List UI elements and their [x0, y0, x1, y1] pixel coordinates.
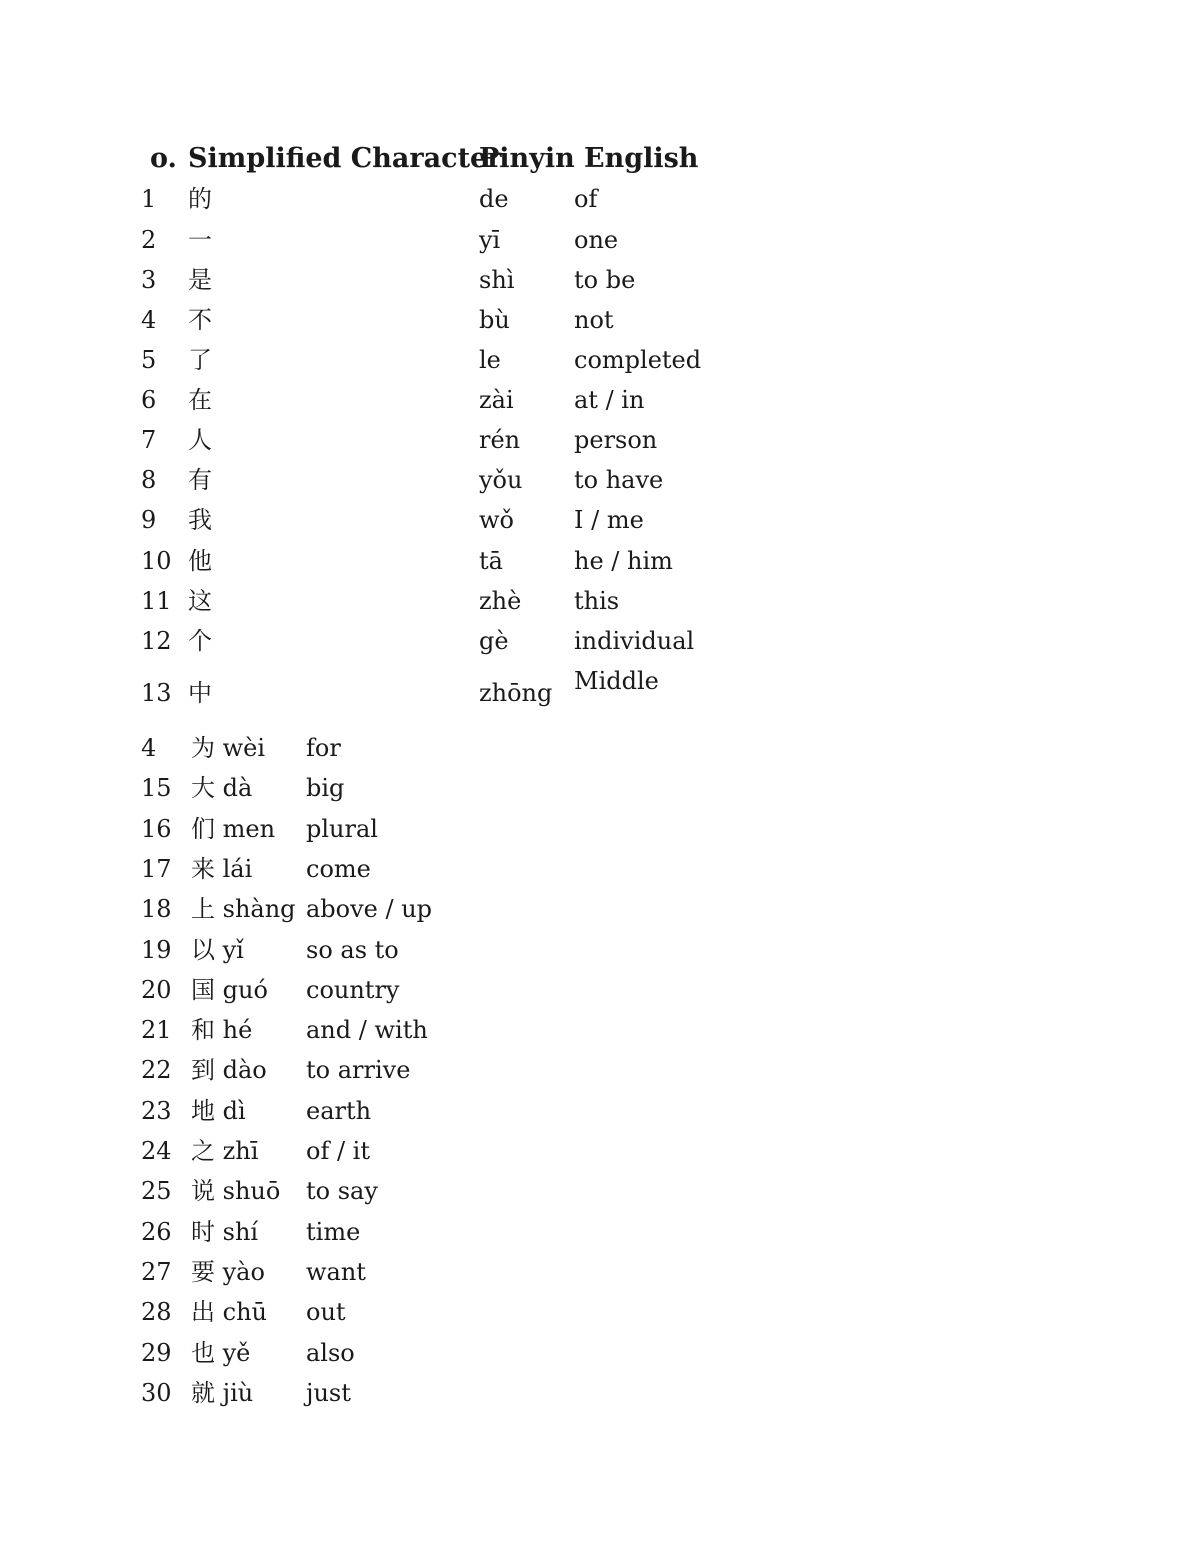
header-no: o. [150, 143, 177, 174]
english: at / in [574, 386, 645, 414]
pinyin: zhōng [479, 679, 553, 707]
character: 中 [188, 679, 212, 707]
row-number: 17 [141, 854, 172, 883]
table-row [0, 585, 1200, 617]
character: 个 [188, 627, 212, 655]
row-number: 19 [141, 935, 172, 964]
row-number: 4 [141, 306, 157, 334]
character-pinyin: 大 dà [191, 774, 253, 803]
character-pinyin: 就 jiù [191, 1378, 254, 1407]
character-pinyin: 时 shí [191, 1217, 259, 1246]
table-row [0, 1296, 1200, 1328]
english: I / me [574, 506, 644, 534]
english: individual [574, 627, 695, 655]
table-row [0, 1014, 1200, 1046]
pinyin: zhè [479, 587, 522, 615]
english: to arrive [306, 1056, 411, 1085]
row-number: 20 [141, 975, 172, 1004]
english: earth [306, 1096, 372, 1125]
pinyin: shì [479, 266, 515, 294]
character: 人 [188, 426, 212, 454]
character: 在 [188, 386, 212, 414]
row-number: 30 [141, 1378, 172, 1407]
character-pinyin: 为 wèi [191, 734, 266, 762]
table-row [0, 893, 1200, 925]
row-number: 29 [141, 1338, 172, 1367]
character-pinyin: 国 guó [191, 975, 268, 1004]
table-row [0, 1135, 1200, 1167]
english: above / up [306, 895, 433, 924]
character: 的 [188, 185, 212, 213]
row-number: 5 [141, 346, 157, 374]
english: also [306, 1338, 355, 1367]
table-row [0, 183, 1200, 215]
row-number: 25 [141, 1177, 172, 1206]
character-pinyin: 之 zhī [191, 1137, 259, 1165]
row-number: 16 [141, 814, 172, 843]
character: 不 [188, 306, 212, 334]
row-number: 24 [141, 1137, 172, 1165]
row-number: 1 [141, 185, 157, 213]
character: 我 [188, 506, 212, 534]
table-row [0, 665, 1200, 707]
english: want [306, 1257, 366, 1286]
english: not [574, 306, 614, 334]
character-pinyin: 来 lái [191, 854, 253, 883]
table-row [0, 1337, 1200, 1369]
english: out [306, 1298, 346, 1327]
table-row [0, 813, 1200, 845]
table-row [0, 1054, 1200, 1086]
character: 有 [188, 466, 212, 494]
character-pinyin: 说 shuō [191, 1177, 281, 1206]
table-row [0, 545, 1200, 577]
character: 是 [188, 266, 212, 294]
table-row [0, 384, 1200, 416]
english: country [306, 975, 400, 1004]
character-pinyin: 到 dào [191, 1056, 267, 1085]
table-row [0, 625, 1200, 657]
pinyin: de [479, 185, 509, 213]
character-pinyin: 们 men [191, 814, 276, 843]
row-number: 23 [141, 1096, 172, 1125]
english: he / him [574, 547, 673, 575]
row-number: 7 [141, 426, 157, 454]
table-row [0, 464, 1200, 496]
table-row [0, 224, 1200, 256]
header-character: Simplified Character [188, 143, 502, 174]
english: this [574, 587, 620, 615]
character-pinyin: 出 chū [191, 1298, 267, 1327]
row-number: 18 [141, 895, 172, 924]
character-pinyin: 上 shàng [191, 895, 296, 924]
table-row [0, 1256, 1200, 1288]
row-number: 4 [141, 734, 157, 762]
character: 了 [188, 346, 212, 374]
table-row [0, 304, 1200, 336]
character-pinyin: 也 yě [191, 1338, 251, 1367]
english: to be [574, 266, 636, 294]
header-english: English [584, 143, 699, 174]
row-number: 22 [141, 1056, 172, 1085]
row-number: 10 [141, 547, 172, 575]
character: 这 [188, 587, 212, 615]
pinyin: tā [479, 547, 503, 575]
table-row [0, 1377, 1200, 1409]
character-pinyin: 以 yǐ [191, 935, 244, 964]
row-number: 3 [141, 266, 157, 294]
english: plural [306, 814, 378, 843]
header-pinyin: Pinyin [479, 143, 575, 174]
english: one [574, 226, 619, 254]
table-row [0, 504, 1200, 536]
table-row [0, 1216, 1200, 1248]
pinyin: gè [479, 627, 509, 655]
table-row [0, 732, 1200, 764]
character-pinyin: 要 yào [191, 1257, 265, 1286]
row-number: 9 [141, 506, 157, 534]
pinyin: bù [479, 306, 510, 334]
pinyin: wǒ [479, 506, 514, 534]
english: just [306, 1378, 351, 1407]
table-row [0, 934, 1200, 966]
table-row [0, 1175, 1200, 1207]
english: come [306, 854, 371, 883]
table-row [0, 264, 1200, 296]
row-number: 13 [141, 679, 172, 707]
english: for [306, 734, 341, 762]
english: to say [306, 1177, 378, 1206]
pinyin: le [479, 346, 501, 374]
table-row [0, 853, 1200, 885]
character-pinyin: 和 hé [191, 1016, 253, 1045]
english: time [306, 1217, 361, 1246]
table-row [0, 772, 1200, 804]
pinyin: rén [479, 426, 521, 454]
pinyin: yǒu [479, 466, 523, 494]
english: completed [574, 346, 702, 374]
pinyin: yī [479, 226, 501, 254]
english: person [574, 426, 658, 454]
row-number: 21 [141, 1016, 172, 1045]
english: of [574, 185, 598, 213]
english: big [306, 774, 345, 803]
pinyin: zài [479, 386, 514, 414]
row-number: 8 [141, 466, 157, 494]
english: so as to [306, 935, 399, 964]
row-number: 15 [141, 774, 172, 803]
row-number: 2 [141, 226, 157, 254]
row-number: 6 [141, 386, 157, 414]
row-number: 26 [141, 1217, 172, 1246]
character-pinyin: 地 dì [191, 1096, 246, 1125]
row-number: 12 [141, 627, 172, 655]
character: 他 [188, 547, 212, 575]
table-row [0, 1095, 1200, 1127]
row-number: 11 [141, 587, 172, 615]
table-row [0, 344, 1200, 376]
table-row [0, 974, 1200, 1006]
row-number: 27 [141, 1257, 172, 1286]
table-row [0, 424, 1200, 456]
english: Middle [574, 667, 659, 695]
english: of / it [306, 1137, 370, 1165]
row-number: 28 [141, 1298, 172, 1327]
english: to have [574, 466, 664, 494]
english: and / with [306, 1016, 428, 1045]
character: 一 [188, 226, 212, 254]
